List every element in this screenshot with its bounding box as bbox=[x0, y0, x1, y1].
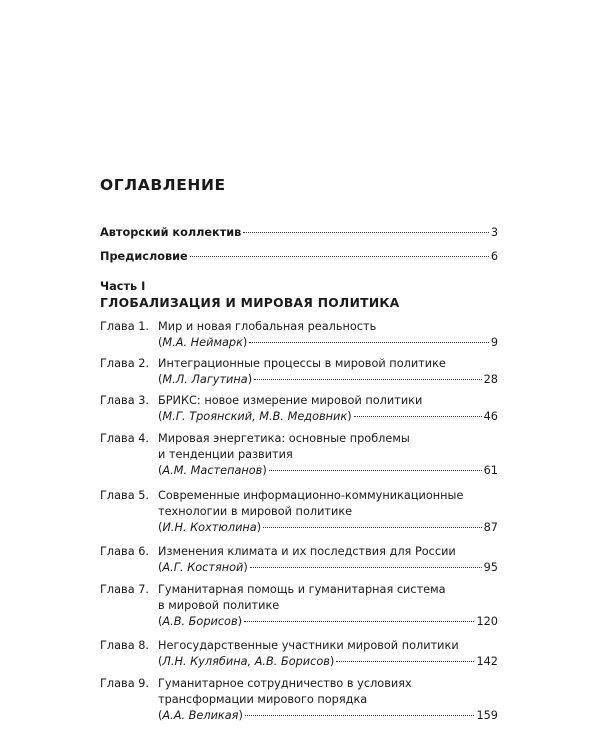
toc-chapter-6[interactable] bbox=[100, 544, 498, 576]
chapter-page: 87 bbox=[483, 521, 498, 534]
chapter-title: БРИКС: новое измерение мировой политики bbox=[158, 394, 423, 407]
toc-entry-label: Предисловие bbox=[100, 250, 188, 263]
chapter-page: 46 bbox=[483, 410, 498, 423]
chapter-authors: (А.А. Великая) bbox=[158, 709, 243, 722]
chapter-label: Глава 2. bbox=[100, 357, 149, 370]
chapter-title-line: Гуманитарная помощь и гуманитарная система bbox=[158, 583, 446, 596]
chapter-title-line: Современные информационно-коммуникационные bbox=[158, 489, 464, 502]
dot-leader bbox=[250, 567, 482, 568]
dot-leader bbox=[354, 416, 482, 417]
dot-leader bbox=[243, 232, 488, 233]
chapter-title-line: трансформации мирового порядка bbox=[158, 693, 368, 706]
toc-title: ОГЛАВЛЕНИЕ bbox=[100, 176, 226, 194]
chapter-label: Глава 3. bbox=[100, 394, 149, 407]
chapter-title-line: технологии в мировой политике bbox=[158, 505, 353, 518]
toc-chapter-3[interactable] bbox=[100, 393, 498, 425]
chapter-authors: (М.Л. Лагутина) bbox=[158, 373, 253, 386]
chapter-authors: (М.А. Неймарк) bbox=[158, 336, 248, 349]
chapter-title-line: и тенденции развития bbox=[158, 448, 293, 461]
chapter-authors: (А.М. Мастепанов) bbox=[158, 464, 267, 477]
toc-entry-page: 6 bbox=[490, 250, 498, 263]
chapter-label: Глава 1. bbox=[100, 320, 149, 333]
chapter-authors: (А.В. Борисов) bbox=[158, 615, 243, 628]
toc-chapter-9[interactable] bbox=[100, 676, 498, 724]
dot-leader bbox=[336, 661, 474, 662]
toc-chapter-2[interactable] bbox=[100, 356, 498, 388]
chapter-authors: (И.Н. Кохтюлина) bbox=[158, 521, 262, 534]
chapter-label: Глава 4. bbox=[100, 432, 149, 445]
part-label: Часть I bbox=[100, 280, 146, 293]
chapter-page: 142 bbox=[476, 655, 498, 668]
chapter-label: Глава 8. bbox=[100, 639, 149, 652]
toc-entry-preface[interactable] bbox=[100, 250, 498, 263]
dot-leader bbox=[190, 256, 489, 257]
chapter-page: 95 bbox=[483, 561, 498, 574]
toc-entry-label: Авторский коллектив bbox=[100, 226, 242, 239]
chapter-label: Глава 5. bbox=[100, 489, 149, 502]
toc-chapter-7[interactable] bbox=[100, 582, 498, 630]
toc-chapter-8[interactable] bbox=[100, 638, 498, 670]
chapter-label: Глава 7. bbox=[100, 583, 149, 596]
toc-chapter-4[interactable] bbox=[100, 431, 498, 479]
chapter-page: 159 bbox=[476, 709, 498, 722]
chapter-label: Глава 9. bbox=[100, 677, 149, 690]
chapter-page: 120 bbox=[476, 615, 498, 628]
chapter-title-line: Гуманитарное сотрудничество в условиях bbox=[158, 677, 412, 690]
chapter-title: Интеграционные процессы в мировой политике bbox=[158, 357, 446, 370]
dot-leader bbox=[245, 715, 475, 716]
dot-leader bbox=[249, 342, 488, 343]
dot-leader bbox=[254, 379, 481, 380]
toc-chapter-5[interactable] bbox=[100, 488, 498, 536]
chapter-authors: (А.Г. Костяной) bbox=[158, 561, 248, 574]
toc-chapter-1[interactable] bbox=[100, 319, 498, 351]
chapter-title: Негосударственные участники мировой политики bbox=[158, 639, 459, 652]
chapter-title-line: в мировой политике bbox=[158, 599, 280, 612]
chapter-label: Глава 6. bbox=[100, 545, 149, 558]
toc-entry-page: 3 bbox=[490, 226, 498, 239]
toc-entry-authors[interactable] bbox=[100, 226, 498, 239]
chapter-title-line: Мировая энергетика: основные проблемы bbox=[158, 432, 410, 445]
chapter-title: Изменения климата и их последствия для России bbox=[158, 545, 456, 558]
part-title: ГЛОБАЛИЗАЦИЯ И МИРОВАЯ ПОЛИТИКА bbox=[100, 296, 400, 310]
dot-leader bbox=[244, 621, 474, 622]
dot-leader bbox=[263, 527, 481, 528]
chapter-authors: (М.Г. Троянский, М.В. Медовник) bbox=[158, 410, 352, 423]
chapter-title: Мир и новая глобальная реальность bbox=[158, 320, 377, 333]
chapter-page: 61 bbox=[483, 464, 498, 477]
chapter-authors: (Л.Н. Кулябина, А.В. Борисов) bbox=[158, 655, 335, 668]
chapter-page: 28 bbox=[483, 373, 498, 386]
dot-leader bbox=[269, 470, 482, 471]
chapter-page: 9 bbox=[490, 336, 498, 349]
